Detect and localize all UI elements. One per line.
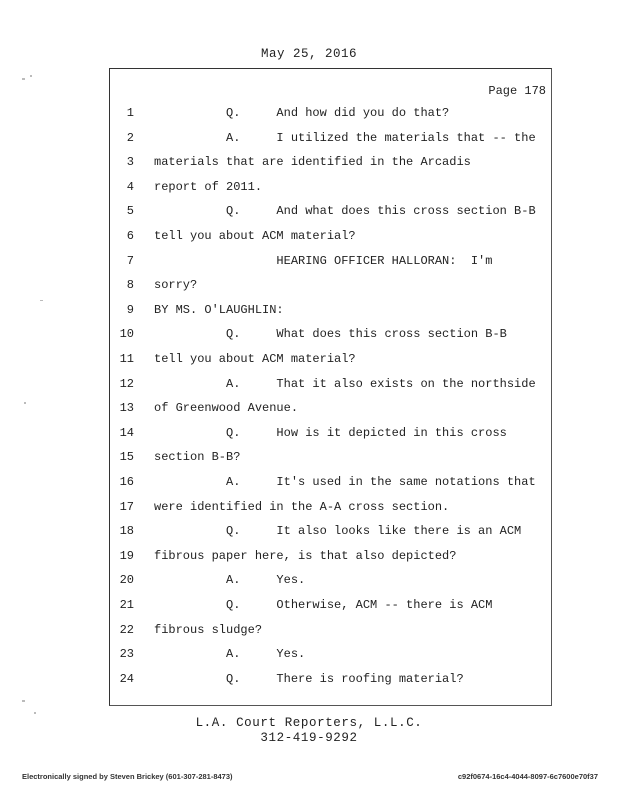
transcript-line [0,421,618,446]
line-text: A. I utilized the materials that -- the [154,130,536,145]
transcript-line [0,224,618,249]
transcript-line [0,642,618,667]
transcript-line [0,298,618,323]
line-number: 13 [119,401,134,416]
line-text: sorry? [154,278,198,293]
line-number: 11 [119,352,134,366]
transcript-line [0,667,618,692]
line-text: report of 2011. [154,179,263,194]
line-number: 9 [126,302,134,317]
line-number: 4 [126,179,134,194]
transcript-line [0,495,618,520]
scan-speck [30,75,32,77]
line-number: 17 [119,499,134,514]
transcript-line [0,150,618,175]
line-number: 16 [119,475,134,489]
line-text: BY MS. O'LAUGHLIN: [154,302,284,317]
transcript-line [0,322,618,347]
line-text: A. Yes. [154,573,306,588]
scan-speck [22,78,25,80]
line-number: 7 [126,253,134,268]
line-text: were identified in the A-A cross section. [154,499,450,514]
line-number: 6 [126,229,134,243]
transcript-line [0,544,618,569]
reporter-name: L.A. Court Reporters, L.L.C. [195,716,423,730]
line-text: tell you about ACM material? [154,229,356,243]
transcript-line [0,249,618,274]
transcript-line [0,519,618,544]
line-text: tell you about ACM material? [154,352,356,366]
page-number: Page 178 [488,84,546,98]
line-text: Q. What does this cross section B-B [154,327,507,342]
line-number: 22 [119,622,134,637]
line-text: HEARING OFFICER HALLORAN: I'm [154,253,493,268]
line-text: Q. Otherwise, ACM -- there is ACM [154,598,493,612]
line-number: 15 [119,450,134,465]
line-number: 20 [119,573,134,588]
transcript-line [0,396,618,421]
line-text: fibrous paper here, is that also depicted? [154,548,457,563]
line-text: materials that are identified in the Arcadis [154,155,471,170]
line-text: A. That it also exists on the northside [154,376,536,391]
reporter-phone: 312-419-9292 [260,731,358,745]
line-number: 21 [119,598,134,612]
scan-speck [24,402,26,404]
transcript-line [0,273,618,298]
scan-speck [40,300,43,301]
line-text: Q. How is it depicted in this cross [154,425,507,440]
line-text: Q. And what does this cross section B-B [154,204,536,219]
line-text: A. Yes. [154,647,306,662]
scan-speck [22,700,25,702]
electronic-signature: Electronically signed by Steven Brickey (601-307-281-8473) [22,772,233,781]
line-number: 23 [119,647,134,662]
line-text: Q. And how did you do that? [154,106,450,120]
court-reporter-footer [0,716,618,746]
line-number: 2 [126,130,134,145]
document-hash: c92f0674-16c4-4044-8097-6c7600e70f37 [457,772,598,781]
line-number: 8 [126,278,134,293]
line-text: A. It's used in the same notations that [154,475,536,489]
transcript-line [0,175,618,200]
transcript-line [0,126,618,151]
transcript-line [0,101,618,126]
line-text: section B-B? [154,450,241,465]
transcript-line [0,568,618,593]
transcript-line [0,593,618,618]
line-number: 24 [119,671,134,686]
transcript-line [0,445,618,470]
transcript-line [0,618,618,643]
line-text: fibrous sludge? [154,622,263,637]
scan-speck [34,712,36,714]
transcript-line [0,347,618,372]
transcript-line [0,199,618,224]
line-number: 5 [126,204,134,219]
line-number: 14 [119,425,134,440]
transcript-date: May 25, 2016 [260,47,357,61]
transcript-line [0,372,618,397]
line-number: 19 [119,548,134,563]
line-number: 3 [126,155,134,170]
line-number: 10 [119,327,134,342]
line-text: Q. There is roofing material? [154,671,464,686]
line-number: 12 [119,376,134,391]
line-text: Q. It also looks like there is an ACM [154,524,522,539]
line-number: 1 [126,106,134,120]
line-number: 18 [119,524,134,539]
transcript-line [0,470,618,495]
line-text: of Greenwood Avenue. [154,401,299,416]
